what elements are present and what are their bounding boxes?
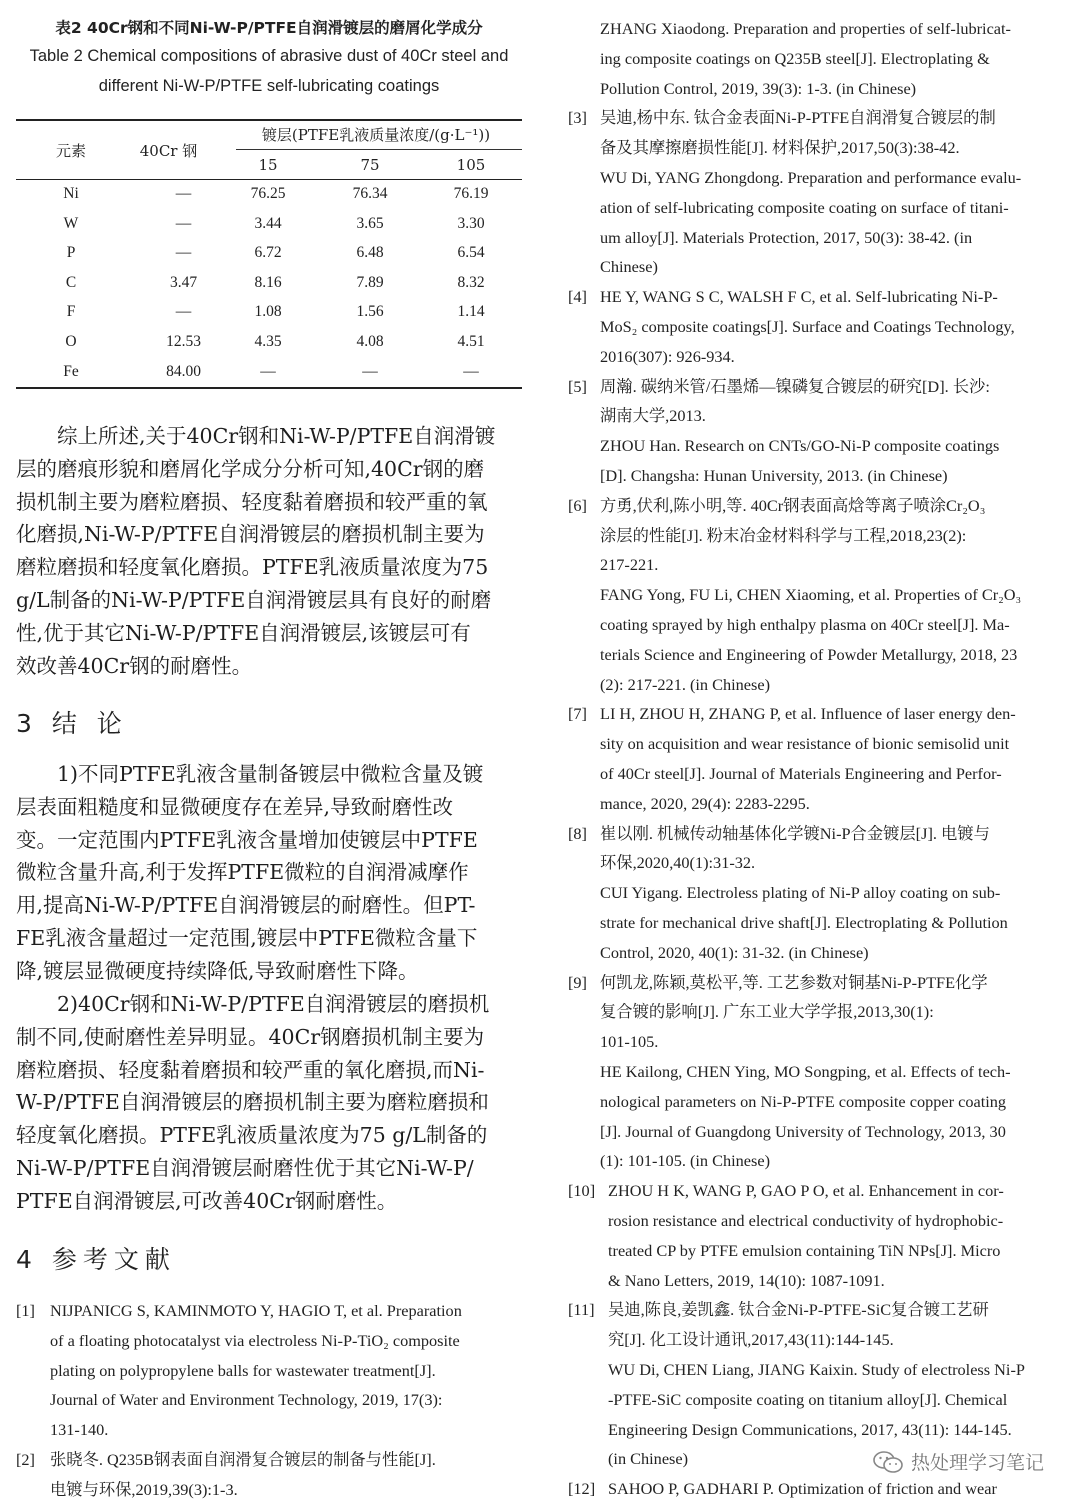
reference-line: NIJPANICG S, KAMINMOTO Y, HAGIO T, et al. Preparation	[50, 1301, 462, 1320]
header-subrule	[236, 149, 522, 150]
reference-line: 湖南大学,2013.	[600, 406, 706, 426]
table-caption-en-1: Table 2 Chemical compositions of abrasive dust of 40Cr steel and	[29, 47, 509, 65]
table-top-rule	[16, 119, 522, 121]
reference-number: [8]	[568, 823, 587, 843]
reference-line: ing composite coatings on Q235B steel[J]. Electroplating &	[600, 48, 990, 68]
reference-line: (2): 217-221. (in Chinese)	[600, 674, 771, 694]
reference-line: HE Kailong, CHEN Ying, MO Songping, et al. Effects of tech-	[600, 1061, 1011, 1081]
paragraph-line: Ni-W-P/PTFE自润滑镀层耐磨性优于其它Ni-W-P/	[16, 1155, 474, 1180]
reference-text	[600, 103, 1072, 282]
reference-line: Chinese)	[600, 257, 658, 277]
paragraph-line: 降,镀层显微硬度持续降低,导致耐磨性下降。	[16, 958, 419, 983]
table-cell: 84.00	[166, 362, 201, 380]
table-row-label: Fe	[63, 362, 79, 380]
reference-line: 电镀与环保,2019,39(3):1-3.	[50, 1479, 238, 1499]
table-cell: 4.51	[457, 333, 485, 350]
paragraph-line: 2)40Cr钢和Ni-W-P/PTFE自润滑镀层的磨损机	[16, 992, 490, 1016]
reference-line: ZHANG Xiaodong. Preparation and properties of self-lubricat-	[600, 19, 1011, 38]
reference-line: [J]. Journal of Guangdong University of Technology, 2013, 30	[600, 1121, 1006, 1141]
table-cell: 6.72	[254, 244, 282, 262]
watermark-text: 热处理学习笔记	[910, 1452, 1044, 1474]
table-row-label: P	[66, 244, 76, 262]
paragraph-line: 轻度氧化磨损。PTFE乳液质量浓度为75 g/L制备的	[16, 1123, 488, 1148]
reference-text	[50, 1445, 522, 1505]
reference-line: Journal of Water and Environment Technology, 2019, 17(3):	[50, 1390, 443, 1410]
reference-line: FANG Yong, FU Li, CHEN Xiaoming, et al. Properties of Cr₂O₃	[600, 585, 1022, 605]
reference-line: ZHOU H K, WANG P, GAO P O, et al. Enhancement in cor-	[608, 1181, 1004, 1201]
reference-line: of a floating photocatalyst via electroless Ni-P-TiO₂ composite	[50, 1330, 460, 1350]
reference-text	[608, 1176, 1072, 1295]
reference-line: ZHOU Han. Research on CNTs/GO-Ni-P composite coatings	[600, 436, 1000, 456]
section-4-heading: 4 参考文献	[16, 1245, 176, 1274]
reference-number: [2]	[16, 1450, 35, 1469]
reference-line: HE Y, WANG S C, WALSH F C, et al. Self-lubricating Ni-P-	[600, 287, 998, 307]
table-cell: 1.14	[457, 303, 485, 321]
table-cell: —	[260, 362, 276, 380]
reference-number: [3]	[568, 108, 587, 128]
reference-text	[600, 372, 1072, 491]
table-row-label: O	[65, 333, 77, 350]
reference-line: coating sprayed by high enthalpy plasma on 40Cr steel[J]. Ma-	[600, 614, 1010, 634]
table-cell: 7.89	[356, 273, 384, 291]
table-caption-cn: 表2 40Cr钢和不同Ni-W-P/PTFE自润滑镀层的磨屑化学成分	[55, 19, 483, 37]
paragraph-line: g/L制备的Ni-W-P/PTFE自润滑镀层具有良好的耐磨	[16, 587, 492, 612]
reference-line: 崔以刚. 机械传动轴基体化学镀Ni-P合金镀层[J]. 电镀与	[600, 823, 990, 843]
paragraph-line: 变。一定范围内PTFE乳液含量增加使镀层中PTFE	[16, 827, 478, 852]
table-cell: 3.47	[169, 273, 198, 291]
summary-paragraph	[16, 420, 522, 682]
reference-line: um alloy[J]. Materials Protection, 2017, 50(3): 38-42. (in	[600, 227, 973, 247]
header-element: 元素	[55, 142, 86, 160]
table-bottom-rule	[16, 387, 522, 389]
paragraph-line: 制不同,使耐磨性差异明显。40Cr钢磨损机制主要为	[16, 1024, 485, 1049]
table-cell: —	[175, 185, 192, 202]
header-steel: 40Cr 钢	[139, 142, 198, 160]
reference-line: 环保,2020,40(1):31-32.	[600, 853, 756, 873]
reference-line: 2016(307): 926-934.	[600, 346, 735, 366]
reference-number: [4]	[568, 287, 587, 307]
reference-line: CUI Yigang. Electroless plating of Ni-P alloy coating on sub-	[600, 883, 1001, 903]
table-row-label: W	[63, 214, 79, 232]
paragraph-line: 1)不同PTFE乳液含量制备镀层中微粒含量及镀	[16, 762, 484, 786]
table-cell: 1.08	[254, 303, 282, 321]
reference-line: Pollution Control, 2019, 39(3): 1-3. (in Chinese)	[600, 78, 917, 98]
section-3-heading: 3 结 论	[16, 709, 128, 738]
reference-line: ation of self-lubricating composite coating on surface of titani-	[600, 197, 1009, 217]
paragraph-line: 磨粒磨损和轻度氧化磨损。PTFE乳液质量浓度为75	[16, 555, 489, 580]
reference-line: treated CP by PTFE emulsion containing TiN NPs[J]. Micro	[608, 1240, 1001, 1260]
paragraph-line: 微粒含量升高,利于发挥PTFE微粒的自润滑减摩作	[16, 860, 469, 885]
reference-line: (1): 101-105. (in Chinese)	[600, 1151, 771, 1171]
reference-number: [1]	[16, 1301, 35, 1320]
table-cell: 3.65	[356, 214, 384, 232]
reference-line: 复合镀的影响[J]. 广东工业大学学报,2013,30(1):	[600, 1002, 934, 1022]
paragraph-line: 磨粒磨损、轻度黏着磨损和较严重的氧化磨损,而Ni-	[16, 1057, 485, 1082]
table-cell: 76.25	[250, 185, 286, 202]
reference-line: Control, 2020, 40(1): 31-32. (in Chinese)	[600, 942, 869, 962]
reference-line: MoS₂ composite coatings[J]. Surface and Coatings Technology,	[600, 316, 1015, 336]
reference-text	[600, 968, 1072, 1177]
table-cell: —	[175, 303, 192, 321]
reference-line: nological parameters on Ni-P-PTFE composite copper coating	[600, 1091, 1007, 1111]
reference-line: mance, 2020, 29(4): 2283-2295.	[600, 793, 810, 813]
reference-number: [5]	[568, 376, 587, 396]
header-coating: 镀层(PTFE乳液质量浓度/(g·L⁻¹))	[261, 126, 491, 144]
table-cell: —	[175, 214, 192, 232]
table-cell: 4.35	[254, 333, 282, 350]
table-row-label: C	[65, 273, 77, 291]
reference-line: LI H, ZHOU H, ZHANG P, et al. Influence of laser energy den-	[600, 704, 1016, 724]
wechat-icon	[873, 1450, 903, 1474]
reference-line: 吴迪,陈良,姜凯鑫. 钛合金Ni-P-PTFE-SiC复合镀工艺研	[608, 1300, 989, 1320]
table-cell: 76.19	[453, 185, 489, 202]
paragraph-line: 用,提高Ni-W-P/PTFE自润滑镀层的耐磨性。但PT-	[16, 893, 476, 918]
reference-line: 131-140.	[50, 1420, 109, 1440]
reference-line: strate for mechanical drive shaft[J]. Electroplating & Pollution	[600, 912, 1008, 932]
table-caption-en-2: different Ni-W-P/PTFE self-lubricating coatings	[98, 77, 440, 95]
reference-line: rosion resistance and electrical conductivity of hydrophobic-	[608, 1210, 1004, 1230]
reference-line: 周瀚. 碳纳米管/石墨烯—镍磷复合镀层的研究[D]. 长沙:	[600, 376, 990, 396]
reference-line: & Nano Letters, 2019, 14(10): 1087-1091.	[608, 1270, 885, 1290]
reference-line: 张晓冬. Q235B钢表面自润滑复合镀层的制备与性能[J].	[50, 1450, 436, 1469]
table-cell: 8.16	[254, 273, 282, 291]
table-cell: 3.44	[254, 214, 282, 232]
reference-line: Engineering Design Communications, 2017, 43(11): 144-145.	[608, 1419, 1012, 1439]
table-cell: 4.08	[356, 333, 384, 350]
conclusion-1	[16, 758, 522, 988]
reference-line: [D]. Changsha: Hunan University, 2013. (in Chinese)	[600, 465, 948, 485]
reference-number: [11]	[568, 1300, 595, 1320]
reference-line: 方勇,伏利,陈小明,等. 40Cr钢表面高焓等离子喷涂Cr₂O₃	[600, 495, 986, 515]
table-cell: 6.54	[457, 244, 485, 262]
table-row-label: F	[66, 303, 76, 321]
reference-line: (in Chinese)	[608, 1449, 689, 1469]
reference-line: 究[J]. 化工设计通讯,2017,43(11):144-145.	[608, 1330, 894, 1350]
reference-text	[600, 491, 1072, 700]
paragraph-line: 化磨损,Ni-W-P/PTFE自润滑镀层的磨损机制主要为	[16, 522, 485, 547]
paragraph-line: FE乳液含量超过一定范围,镀层中PTFE微粒含量下	[16, 925, 478, 950]
paragraph-line: PTFE自润滑镀层,可改善40Cr钢耐磨性。	[16, 1188, 398, 1213]
header-105: 105	[456, 156, 486, 174]
reference-line: 217-221.	[600, 555, 659, 575]
table-cell: 1.56	[356, 303, 384, 321]
conclusion-2	[16, 988, 522, 1218]
reference-number: [9]	[568, 972, 587, 992]
reference-line: WU Di, CHEN Liang, JIANG Kaixin. Study of electroless Ni-P	[608, 1359, 1025, 1379]
reference-number: [7]	[568, 704, 587, 724]
reference-text	[600, 14, 1072, 103]
reference-text	[600, 819, 1072, 968]
reference-line: of 40Cr steel[J]. Journal of Materials Engineering and Perfor-	[600, 763, 1002, 783]
paragraph-line: 损机制主要为磨粒磨损、轻度黏着磨损和较严重的氧	[16, 489, 488, 514]
reference-number: [12]	[568, 1479, 596, 1499]
reference-text	[50, 1296, 522, 1445]
reference-line: SAHOO P, GADHARI P. Optimization of friction and wear	[608, 1479, 997, 1499]
reference-line: 何凯龙,陈颖,莫松平,等. 工艺参数对铜基Ni-P-PTFE化学	[600, 972, 988, 992]
table-cell: 12.53	[166, 333, 201, 350]
reference-line: 涂层的性能[J]. 粉末冶金材料科学与工程,2018,23(2):	[600, 525, 967, 545]
table-row-label: Ni	[63, 185, 79, 202]
paragraph-line: 层的磨痕形貌和磨屑化学成分分析可知,40Cr钢的磨	[16, 456, 485, 481]
paragraph-line: 效改善40Cr钢的耐磨性。	[16, 653, 253, 678]
paragraph-line: 综上所述,关于40Cr钢和Ni-W-P/PTFE自润滑镀	[16, 424, 496, 448]
table-cell: —	[175, 244, 192, 262]
reference-text	[608, 1474, 1072, 1504]
reference-line: terials Science and Engineering of Powder Metallurgy, 2018, 23	[600, 644, 1018, 664]
reference-number: [10]	[568, 1181, 596, 1201]
reference-text	[600, 282, 1072, 371]
paragraph-line: 层表面粗糙度和显微硬度存在差异,导致耐磨性改	[16, 794, 454, 819]
table-cell: 76.34	[352, 185, 388, 202]
table-cell: 6.48	[356, 244, 384, 262]
reference-number: [6]	[568, 495, 587, 515]
reference-line: 吴迪,杨中东. 钛合金表面Ni-P-PTFE自润滑复合镀层的制	[600, 108, 996, 128]
table-cell: —	[362, 362, 378, 380]
header-bottom-rule	[16, 179, 522, 180]
reference-line: 101-105.	[600, 1032, 659, 1052]
reference-line: 备及其摩擦磨损性能[J]. 材料保护,2017,50(3):38-42.	[600, 138, 960, 158]
reference-line: WU Di, YANG Zhongdong. Preparation and performance evalu-	[600, 167, 1022, 187]
reference-text	[600, 699, 1072, 818]
table-cell: 3.30	[457, 214, 485, 232]
header-75: 75	[360, 156, 380, 174]
watermark	[873, 1448, 1044, 1475]
paragraph-line: W-P/PTFE自润滑镀层的磨损机制主要为磨粒磨损和	[16, 1090, 489, 1115]
reference-line: sity on acquisition and wear resistance of bionic semisolid unit	[600, 734, 1010, 754]
header-15: 15	[258, 156, 278, 174]
paragraph-line: 性,优于其它Ni-W-P/PTFE自润滑镀层,该镀层可有	[16, 620, 471, 645]
table-cell: 8.32	[457, 273, 485, 291]
table-cell: —	[463, 362, 479, 380]
reference-line: -PTFE-SiC composite coating on titanium alloy[J]. Chemical	[608, 1389, 1008, 1409]
reference-line: plating on polypropylene balls for wastewater treatment[J].	[50, 1360, 436, 1380]
